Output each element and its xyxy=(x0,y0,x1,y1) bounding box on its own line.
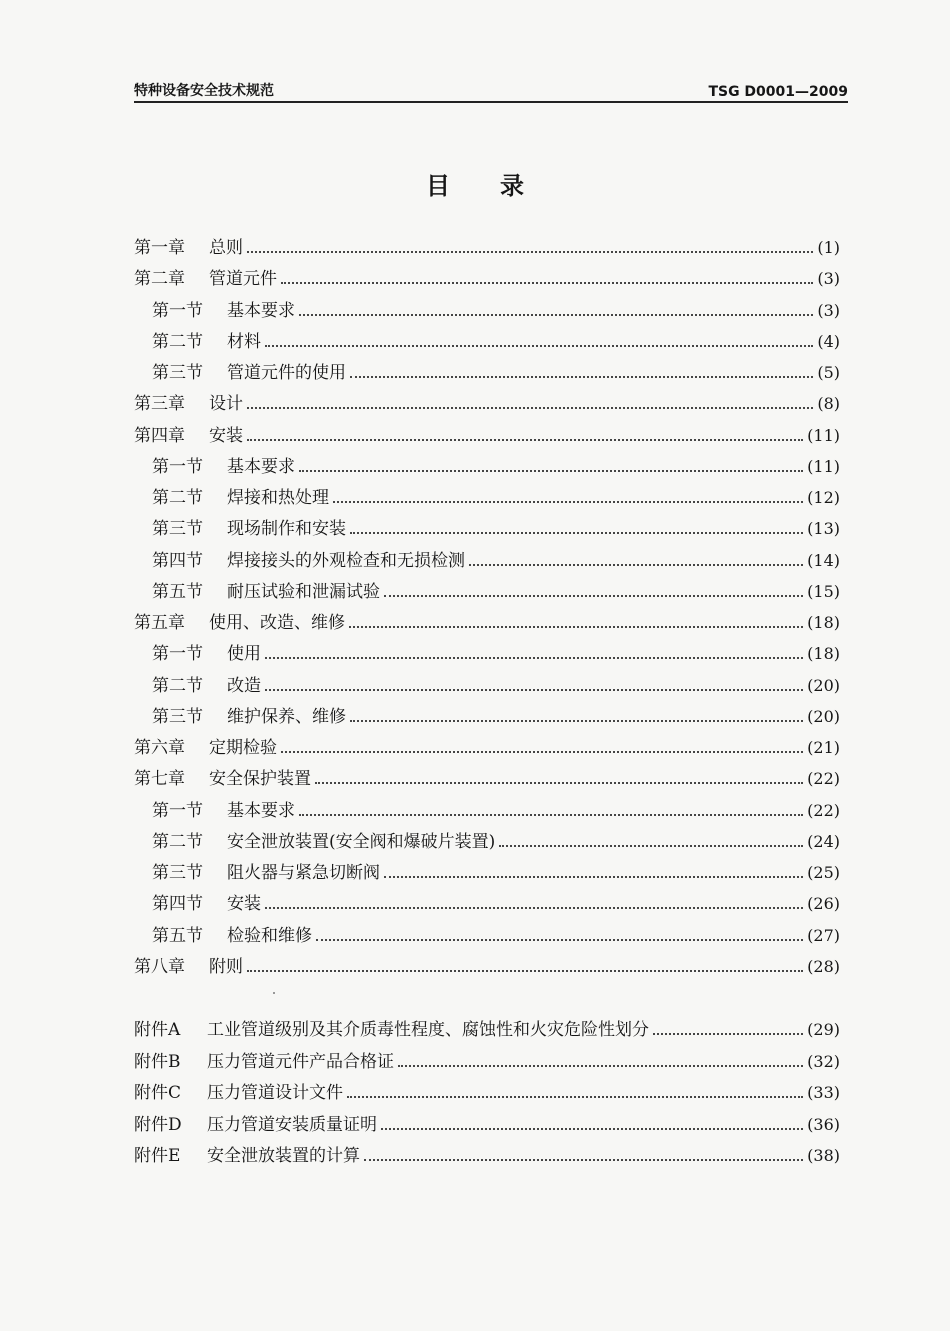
entry-page: (13) xyxy=(807,519,840,538)
entry-number: 第一节 xyxy=(152,801,203,821)
entry-page: (25) xyxy=(807,863,840,882)
entry-page: (33) xyxy=(807,1083,840,1102)
entry-number: 第八章 xyxy=(134,957,185,977)
entry-number: 第一节 xyxy=(152,457,203,477)
entry-title: 管道元件 xyxy=(209,269,277,289)
entry-title: 耐压试验和泄漏试验 xyxy=(227,582,380,602)
entry-number: 第二节 xyxy=(152,488,203,508)
dot-leader xyxy=(364,1133,803,1161)
entry-page: (18) xyxy=(807,644,840,663)
entry-title: 阻火器与紧急切断阀 xyxy=(227,863,380,883)
dot-leader xyxy=(350,506,803,534)
dot-leader xyxy=(265,631,803,659)
entry-page: (24) xyxy=(807,832,840,851)
dot-leader xyxy=(299,788,803,816)
header-standard-code: TSG D0001—2009 xyxy=(708,84,848,100)
entry-number: 第三节 xyxy=(152,519,203,539)
entry-number: 第四章 xyxy=(134,426,185,446)
entry-title: 基本要求 xyxy=(227,457,295,477)
dot-leader xyxy=(247,413,803,441)
dot-leader xyxy=(333,475,803,503)
entry-page: (21) xyxy=(807,738,840,757)
entry-number: 第七章 xyxy=(134,769,185,789)
entry-page: (3) xyxy=(817,269,840,288)
entry-page: (11) xyxy=(807,426,840,445)
entry-title: 设计 xyxy=(209,394,243,414)
entry-number: 第五节 xyxy=(152,926,203,946)
entry-page: (8) xyxy=(817,394,840,413)
entry-title: 安装 xyxy=(209,426,243,446)
entry-title: 材料 xyxy=(227,332,261,352)
dot-leader xyxy=(265,319,813,347)
entry-page: (28) xyxy=(807,957,840,976)
entry-number: 第一节 xyxy=(152,644,203,664)
entry-number: 附件A xyxy=(134,1020,181,1040)
entry-number: 第五章 xyxy=(134,613,185,633)
dot-leader xyxy=(347,1070,803,1098)
entry-page: (22) xyxy=(807,769,840,788)
entry-number: 第三节 xyxy=(152,863,203,883)
entry-page: (20) xyxy=(807,676,840,695)
dot-leader xyxy=(247,944,803,972)
dot-leader xyxy=(653,1007,803,1035)
entry-title: 使用、改造、维修 xyxy=(209,613,345,633)
entry-number: 第四节 xyxy=(152,894,203,914)
entry-page: (36) xyxy=(807,1115,840,1134)
dot-leader xyxy=(350,694,803,722)
entry-page: (18) xyxy=(807,613,840,632)
scan-speck xyxy=(273,992,275,994)
dot-leader xyxy=(247,381,813,409)
entry-page: (20) xyxy=(807,707,840,726)
header-series-title: 特种设备安全技术规范 xyxy=(134,83,274,99)
entry-number: 第三章 xyxy=(134,394,185,414)
entry-title: 安全保护装置 xyxy=(209,769,311,789)
entry-title: 安装 xyxy=(227,894,261,914)
entry-page: (11) xyxy=(807,457,840,476)
dot-leader xyxy=(247,225,813,253)
dot-leader xyxy=(349,600,803,628)
entry-page: (3) xyxy=(817,301,840,320)
chapter-entry[interactable] xyxy=(134,954,840,980)
dot-leader xyxy=(381,1102,803,1130)
entry-page: (15) xyxy=(807,582,840,601)
entry-title: 安全泄放装置(安全阀和爆破片装置) xyxy=(227,832,496,852)
entry-title: 基本要求 xyxy=(227,301,295,321)
page-title: 目录 xyxy=(426,172,574,200)
header-rule xyxy=(134,101,848,103)
entry-number: 第六章 xyxy=(134,738,185,758)
dot-leader xyxy=(299,288,813,316)
entry-page: (27) xyxy=(807,926,840,945)
running-header xyxy=(134,78,848,100)
entry-title: 压力管道安装质量证明 xyxy=(207,1115,377,1135)
entry-number: 附件B xyxy=(134,1052,181,1072)
appendix-entry[interactable] xyxy=(134,1143,840,1169)
dot-leader xyxy=(281,256,813,284)
entry-page: (12) xyxy=(807,488,840,507)
entry-page: (29) xyxy=(807,1020,840,1039)
dot-leader xyxy=(316,913,803,941)
entry-page: (4) xyxy=(817,332,840,351)
entry-number: 第四节 xyxy=(152,551,203,571)
entry-title: 现场制作和安装 xyxy=(227,519,346,539)
dot-leader xyxy=(265,663,803,691)
entry-number: 第一节 xyxy=(152,301,203,321)
entry-number: 第二节 xyxy=(152,332,203,352)
entry-title: 焊接和热处理 xyxy=(227,488,329,508)
entry-title: 工业管道级别及其介质毒性程度、腐蚀性和火灾危险性划分 xyxy=(207,1020,649,1040)
entry-number: 附件E xyxy=(134,1146,181,1166)
entry-title: 基本要求 xyxy=(227,801,295,821)
dot-leader xyxy=(398,1039,803,1067)
entry-number: 附件C xyxy=(134,1083,182,1103)
entry-page: (32) xyxy=(807,1052,840,1071)
entry-title: 使用 xyxy=(227,644,261,664)
entry-page: (14) xyxy=(807,551,840,570)
entry-title: 维护保养、维修 xyxy=(227,707,346,727)
dot-leader xyxy=(265,881,803,909)
entry-number: 第二节 xyxy=(152,832,203,852)
entry-page: (22) xyxy=(807,801,840,820)
dot-leader xyxy=(281,725,803,753)
entry-page: (26) xyxy=(807,894,840,913)
entry-number: 第五节 xyxy=(152,582,203,602)
entry-title: 管道元件的使用 xyxy=(227,363,346,383)
dot-leader xyxy=(384,850,803,878)
dot-leader xyxy=(299,444,803,472)
dot-leader xyxy=(499,819,803,847)
entry-number: 第三节 xyxy=(152,707,203,727)
entry-title: 焊接接头的外观检查和无损检测 xyxy=(227,551,465,571)
entry-page: (5) xyxy=(817,363,840,382)
entry-title: 压力管道元件产品合格证 xyxy=(207,1052,394,1072)
entry-title: 压力管道设计文件 xyxy=(207,1083,343,1103)
entry-page: (38) xyxy=(807,1146,840,1165)
entry-number: 第二节 xyxy=(152,676,203,696)
dot-leader xyxy=(469,538,803,566)
entry-title: 检验和维修 xyxy=(227,926,312,946)
entry-number: 附件D xyxy=(134,1115,182,1135)
entry-page: (1) xyxy=(817,238,840,257)
dot-leader xyxy=(315,756,803,784)
entry-title: 安全泄放装置的计算 xyxy=(207,1146,360,1166)
dot-leader xyxy=(350,350,813,378)
entry-title: 定期检验 xyxy=(209,738,277,758)
entry-title: 改造 xyxy=(227,676,261,696)
entry-number: 第三节 xyxy=(152,363,203,383)
entry-number: 第一章 xyxy=(134,238,185,258)
entry-title: 附则 xyxy=(209,957,243,977)
entry-title: 总则 xyxy=(209,238,243,258)
dot-leader xyxy=(384,569,803,597)
entry-number: 第二章 xyxy=(134,269,185,289)
